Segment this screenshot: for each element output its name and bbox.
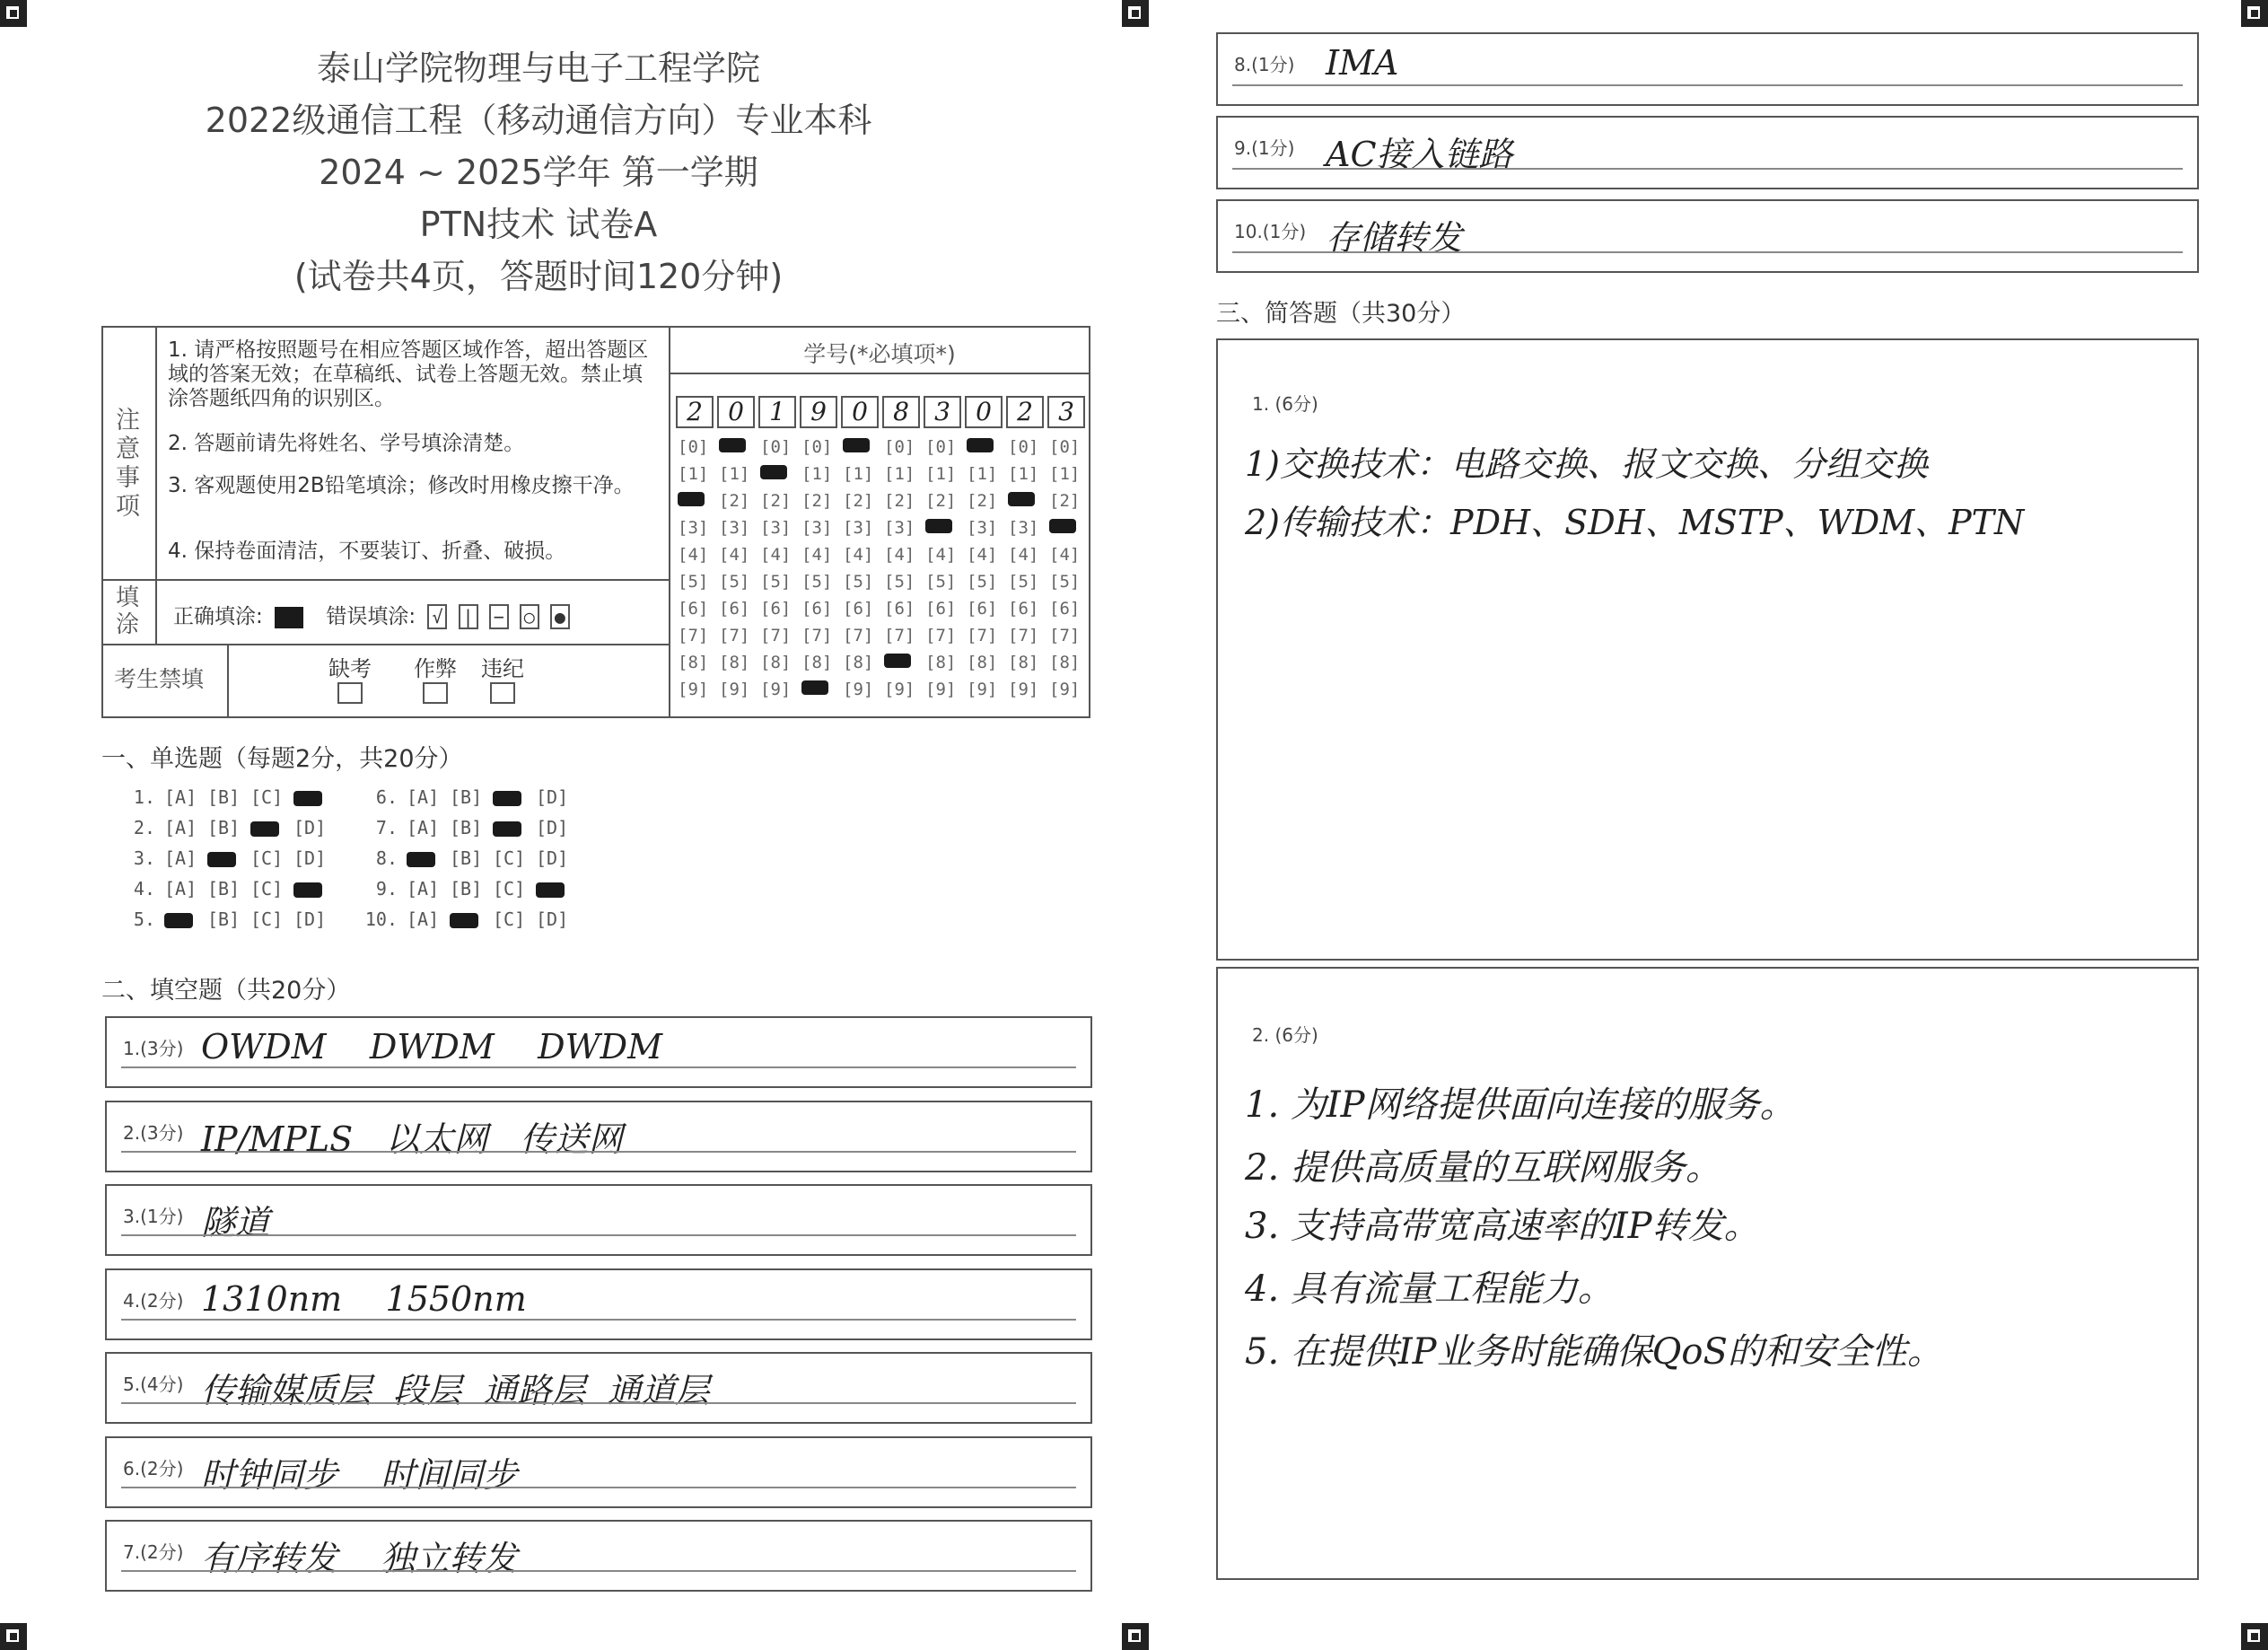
student-id-digit: 3 xyxy=(924,396,961,428)
id-bubble[interactable]: [0] xyxy=(1008,437,1039,457)
id-bubble[interactable]: [1] xyxy=(967,464,998,484)
student-id-digit: 0 xyxy=(965,396,1003,428)
fill-answer-box xyxy=(105,1016,1092,1088)
id-bubble[interactable]: [8] xyxy=(967,653,998,672)
fill-answer-box xyxy=(105,1352,1092,1424)
choice-question-number: 10. xyxy=(364,908,398,930)
notice-item-4: 4. 保持卷面清洁，不要装订、折叠、破损。 xyxy=(168,540,566,563)
choice-row xyxy=(119,878,337,900)
id-bubble[interactable]: [3] xyxy=(967,518,998,538)
id-bubble[interactable]: [3] xyxy=(801,518,833,538)
short-answer-1-label: 1. (6分) xyxy=(1252,393,1318,415)
choice-bubble-d[interactable]: [D] xyxy=(536,908,569,930)
choice-row xyxy=(362,847,579,869)
id-bubble[interactable]: [8] xyxy=(760,653,792,672)
notice-item-3: 3. 客观题使用2B铅笔填涂；修改时用橡皮擦干净。 xyxy=(168,474,635,497)
id-bubble[interactable]: [7] xyxy=(760,626,792,645)
id-bubble[interactable]: [9] xyxy=(884,680,915,699)
header-line-3: 2024 ~ 2025学年 第一学期 xyxy=(319,153,758,192)
answer-underline xyxy=(121,1402,1076,1404)
corner-mark-bottom-left xyxy=(0,1623,27,1650)
id-bubble[interactable]: [6] xyxy=(1008,599,1039,619)
id-bubble[interactable] xyxy=(801,680,828,699)
student-id-title: 学号(*必填项*) xyxy=(803,341,956,367)
choice-row xyxy=(119,908,337,930)
id-bubble[interactable]: [6] xyxy=(719,599,750,619)
id-bubble[interactable] xyxy=(967,437,994,457)
short-answer-1-line-1: 1)交换技术：电路交换、报文交换、分组交换 xyxy=(1245,444,1929,484)
id-bubble[interactable]: [0] xyxy=(760,437,792,457)
id-bubble[interactable]: [0] xyxy=(801,437,833,457)
fill-label: 填涂 xyxy=(116,584,140,638)
id-bubble[interactable]: [4] xyxy=(1008,545,1039,565)
short-answer-box-1 xyxy=(1216,338,2199,961)
id-bubble[interactable]: [5] xyxy=(843,572,874,592)
id-bubble[interactable]: [9] xyxy=(843,680,874,699)
corner-mark-top-center xyxy=(1122,0,1149,27)
choice-bubble-b[interactable]: [B] xyxy=(207,786,241,808)
fill-answer-box xyxy=(1216,116,2199,189)
choice-bubble-b[interactable]: [B] xyxy=(207,908,241,930)
id-bubble[interactable]: [6] xyxy=(801,599,833,619)
fill-question-label: 2.(3分) xyxy=(123,1121,184,1144)
id-bubble[interactable]: [1] xyxy=(678,464,709,484)
info-panel xyxy=(101,326,1090,718)
id-bubble[interactable]: [1] xyxy=(843,464,874,484)
choice-bubble-d[interactable]: [D] xyxy=(293,847,327,869)
choice-question-number: 6. xyxy=(375,786,398,808)
fill-question-label: 5.(4分) xyxy=(123,1374,184,1395)
answer-underline xyxy=(121,1151,1076,1153)
id-bubble[interactable]: [2] xyxy=(801,491,833,511)
fill-question-label: 7.(2分) xyxy=(123,1541,184,1563)
short-answer-2-line-5: 5. 在提供IP业务时能确保QoS的和安全性。 xyxy=(1245,1331,1943,1373)
id-bubble[interactable]: [3] xyxy=(884,518,915,538)
fill-answer-box xyxy=(105,1268,1092,1340)
absent-checkbox[interactable] xyxy=(337,682,363,704)
choice-bubble-d[interactable]: [D] xyxy=(536,817,569,838)
id-bubble[interactable]: [7] xyxy=(1008,626,1039,645)
choice-question-number: 9. xyxy=(375,878,398,900)
id-bubble[interactable] xyxy=(1049,518,1076,538)
choice-bubble-b[interactable]: [B] xyxy=(207,817,241,838)
id-bubble[interactable]: [5] xyxy=(884,572,915,592)
fill-answer-text: 时钟同步 时间同步 xyxy=(201,1454,518,1495)
short-answer-box-2 xyxy=(1216,967,2199,1580)
choice-bubble-c[interactable] xyxy=(250,817,293,838)
id-bubble[interactable]: [1] xyxy=(801,464,833,484)
short-answer-2-line-4: 4. 具有流量工程能力。 xyxy=(1245,1268,1614,1310)
choice-bubble-c[interactable] xyxy=(493,786,536,808)
id-bubble[interactable]: [9] xyxy=(719,680,750,699)
fill-answer-text: IP/MPLS 以太网 传送网 xyxy=(201,1119,623,1159)
choice-bubble-a[interactable]: [A] xyxy=(407,817,440,838)
choice-row xyxy=(119,786,337,808)
header-line-4: PTN技术 试卷A xyxy=(419,205,658,244)
header-line-2: 2022级通信工程（移动通信方向）专业本科 xyxy=(205,101,872,140)
id-bubble[interactable]: [8] xyxy=(1049,653,1081,672)
choice-question-number: 3. xyxy=(133,847,155,869)
choice-bubble-b[interactable]: [B] xyxy=(450,786,483,808)
choice-row xyxy=(119,847,337,869)
id-bubble[interactable]: [7] xyxy=(719,626,750,645)
choice-bubble-a[interactable]: [A] xyxy=(407,786,440,808)
choice-question-number: 4. xyxy=(133,878,155,900)
choice-row xyxy=(362,878,579,900)
choice-bubble-c[interactable]: [C] xyxy=(493,847,526,869)
choice-bubble-b[interactable]: [B] xyxy=(450,847,483,869)
id-bubble[interactable]: [7] xyxy=(925,626,957,645)
answer-underline xyxy=(121,1234,1076,1236)
choice-row xyxy=(119,817,337,838)
fill-answer-box xyxy=(105,1436,1092,1508)
choice-bubble-d[interactable]: [D] xyxy=(293,817,327,838)
id-bubble[interactable]: [4] xyxy=(884,545,915,565)
id-bubble[interactable]: [5] xyxy=(925,572,957,592)
id-bubble[interactable]: [2] xyxy=(884,491,915,511)
id-bubble[interactable]: [8] xyxy=(801,653,833,672)
fill-question-label: 1.(3分) xyxy=(123,1038,184,1059)
id-bubble[interactable]: [6] xyxy=(967,599,998,619)
choice-bubble-b[interactable] xyxy=(450,908,493,930)
corner-mark-bottom-center xyxy=(1122,1623,1149,1650)
student-id-digit: 0 xyxy=(717,396,755,428)
correct-fill-label: 正确填涂: xyxy=(173,605,263,628)
choice-bubble-c[interactable]: [C] xyxy=(493,878,526,900)
choice-bubble-d[interactable]: [D] xyxy=(536,847,569,869)
fill-answer-box xyxy=(105,1520,1092,1592)
notice-label: 注意事项 xyxy=(116,407,140,521)
fill-answer-box xyxy=(105,1184,1092,1256)
id-bubble[interactable]: [5] xyxy=(719,572,750,592)
id-bubble[interactable] xyxy=(884,653,911,672)
fill-question-label: 4.(2分) xyxy=(123,1289,184,1312)
wrong-fill-samples: √ | − ○ ● xyxy=(427,606,569,628)
fill-answer-text: IMA xyxy=(1326,43,1399,83)
answer-underline xyxy=(1232,84,2183,86)
header-line-1: 泰山学院物理与电子工程学院 xyxy=(316,48,760,88)
id-bubble[interactable]: [9] xyxy=(967,680,998,699)
id-bubble[interactable]: [0] xyxy=(884,437,915,457)
id-bubble[interactable]: [1] xyxy=(925,464,957,484)
student-id-digit: 1 xyxy=(758,396,796,428)
cheat-label: 作弊 xyxy=(414,656,457,681)
id-bubble[interactable]: [3] xyxy=(719,518,750,538)
choice-question-number: 8. xyxy=(375,847,398,869)
choice-question-number: 1. xyxy=(133,786,155,808)
choice-bubble-c[interactable]: [C] xyxy=(250,878,284,900)
id-bubble[interactable]: [4] xyxy=(967,545,998,565)
id-bubble[interactable] xyxy=(925,518,952,538)
fill-answer-box xyxy=(1216,199,2199,273)
section-1-title: 一、单选题（每题2分，共20分） xyxy=(101,745,463,773)
id-bubble[interactable]: [0] xyxy=(1049,437,1081,457)
id-bubble[interactable]: [8] xyxy=(1008,653,1039,672)
id-bubble[interactable]: [9] xyxy=(925,680,957,699)
id-bubble[interactable]: [2] xyxy=(925,491,957,511)
id-bubble[interactable]: [6] xyxy=(843,599,874,619)
id-bubble[interactable]: [5] xyxy=(967,572,998,592)
section-2-title: 二、填空题（共20分） xyxy=(101,977,351,1005)
id-bubble[interactable]: [6] xyxy=(760,599,792,619)
choice-bubble-b[interactable] xyxy=(207,847,250,869)
header-line-5: (试卷共4页，答题时间120分钟) xyxy=(293,257,784,296)
choice-row xyxy=(362,817,579,838)
corner-mark-top-left xyxy=(0,0,27,27)
id-bubble[interactable]: [9] xyxy=(678,680,709,699)
id-bubble[interactable]: [2] xyxy=(719,491,750,511)
id-bubble[interactable]: [5] xyxy=(801,572,833,592)
id-bubble[interactable]: [4] xyxy=(678,545,709,565)
id-bubble[interactable]: [9] xyxy=(1049,680,1081,699)
fill-answer-text: 隧道 xyxy=(201,1203,270,1242)
id-bubble[interactable]: [1] xyxy=(719,464,750,484)
fill-answer-text: AC接入链路 xyxy=(1326,135,1513,174)
id-bubble[interactable] xyxy=(678,491,705,511)
student-id-digit: 2 xyxy=(1006,396,1044,428)
answer-underline xyxy=(121,1487,1076,1488)
id-bubble[interactable]: [1] xyxy=(884,464,915,484)
choice-bubble-d[interactable]: [D] xyxy=(293,908,327,930)
id-bubble[interactable]: [9] xyxy=(760,680,792,699)
id-bubble[interactable]: [1] xyxy=(1008,464,1039,484)
id-bubble[interactable]: [4] xyxy=(801,545,833,565)
id-bubble[interactable]: [7] xyxy=(884,626,915,645)
answer-underline xyxy=(121,1570,1076,1572)
notice-item-1: 1. 请严格按照题号在相应答题区域作答，超出答题区域的答案无效；在草稿纸、试卷上答题无效。禁止填涂答题纸四角的识别区。 xyxy=(168,338,649,410)
fill-question-label: 8.(1分) xyxy=(1234,54,1295,75)
id-bubble[interactable]: [0] xyxy=(925,437,957,457)
fill-answer-box xyxy=(1216,32,2199,106)
id-bubble[interactable]: [4] xyxy=(925,545,957,565)
choice-bubble-d[interactable] xyxy=(536,878,579,900)
choice-row xyxy=(362,786,579,808)
choice-row xyxy=(362,908,579,930)
choice-bubble-a[interactable]: [A] xyxy=(164,817,197,838)
id-bubble[interactable]: [7] xyxy=(967,626,998,645)
id-bubble[interactable]: [0] xyxy=(678,437,709,457)
answer-underline xyxy=(1232,251,2183,253)
choice-bubble-d[interactable] xyxy=(293,878,337,900)
fill-question-label: 6.(2分) xyxy=(123,1457,184,1479)
id-bubble[interactable]: [6] xyxy=(925,599,957,619)
id-bubble[interactable]: [6] xyxy=(1049,599,1081,619)
choice-bubble-a[interactable]: [A] xyxy=(164,786,197,808)
id-bubble[interactable]: [3] xyxy=(678,518,709,538)
choice-bubble-b[interactable]: [B] xyxy=(450,878,483,900)
corner-mark-bottom-right xyxy=(2241,1623,2268,1650)
student-id-digit: 9 xyxy=(800,396,837,428)
choice-bubble-a[interactable] xyxy=(164,908,207,930)
choice-bubble-b[interactable]: [B] xyxy=(450,817,483,838)
cheat-checkbox[interactable] xyxy=(423,682,448,704)
id-bubble[interactable]: [4] xyxy=(719,545,750,565)
id-bubble[interactable]: [3] xyxy=(1008,518,1039,538)
answer-underline xyxy=(121,1066,1076,1068)
choice-question-number: 2. xyxy=(133,817,155,838)
id-bubble[interactable]: [8] xyxy=(719,653,750,672)
id-bubble[interactable]: [5] xyxy=(1049,572,1081,592)
id-bubble[interactable]: [8] xyxy=(678,653,709,672)
student-id-digit: 0 xyxy=(841,396,879,428)
student-id-digits xyxy=(676,396,1089,430)
id-bubble[interactable] xyxy=(760,464,787,484)
short-answer-2-line-2: 2. 提供高质量的互联网服务。 xyxy=(1245,1147,1721,1189)
choice-bubble-a[interactable]: [A] xyxy=(164,847,197,869)
short-answer-2-line-3: 3. 支持高带宽高速率的IP转发。 xyxy=(1245,1206,1760,1247)
short-answer-2-label: 2. (6分) xyxy=(1252,1024,1318,1046)
id-bubble[interactable]: [6] xyxy=(678,599,709,619)
fill-question-label: 10.(1分) xyxy=(1234,221,1307,242)
section-3-title: 三、简答题（共30分） xyxy=(1216,300,1466,328)
id-bubble[interactable]: [8] xyxy=(843,653,874,672)
student-id-digit: 3 xyxy=(1047,396,1085,428)
id-bubble[interactable]: [4] xyxy=(843,545,874,565)
id-bubble[interactable]: [2] xyxy=(843,491,874,511)
fill-example-row xyxy=(173,600,570,629)
fill-answer-text: OWDM DWDM DWDM xyxy=(201,1027,663,1066)
id-bubble[interactable] xyxy=(719,437,746,457)
id-bubble[interactable]: [4] xyxy=(1049,545,1081,565)
choice-bubble-c[interactable]: [C] xyxy=(493,908,526,930)
id-bubble[interactable]: [7] xyxy=(678,626,709,645)
id-bubble[interactable]: [7] xyxy=(843,626,874,645)
id-bubble[interactable]: [7] xyxy=(801,626,833,645)
absent-label: 缺考 xyxy=(328,656,372,681)
id-bubble[interactable]: [3] xyxy=(843,518,874,538)
fill-answer-text: 存储转发 xyxy=(1326,218,1463,258)
student-id-digit: 2 xyxy=(676,396,714,428)
fill-answer-text: 1310nm 1550nm xyxy=(201,1278,527,1319)
correct-fill-sample xyxy=(275,607,303,628)
id-bubble[interactable]: [6] xyxy=(884,599,915,619)
choice-bubble-d[interactable] xyxy=(293,786,337,808)
choice-bubble-a[interactable]: [A] xyxy=(407,908,440,930)
fill-question-label: 3.(1分) xyxy=(123,1206,184,1227)
id-bubble[interactable]: [8] xyxy=(925,653,957,672)
id-bubble[interactable]: [2] xyxy=(760,491,792,511)
wrong-fill-label: 错误填涂: xyxy=(326,605,416,628)
fill-question-label: 9.(1分) xyxy=(1234,137,1295,159)
id-bubble[interactable]: [5] xyxy=(760,572,792,592)
id-bubble[interactable] xyxy=(1008,491,1035,511)
corner-mark-top-right xyxy=(2241,0,2268,27)
id-bubble[interactable]: [5] xyxy=(1008,572,1039,592)
id-bubble[interactable]: [2] xyxy=(1049,491,1081,511)
choice-bubble-c[interactable]: [C] xyxy=(250,786,284,808)
choice-bubble-c[interactable]: [C] xyxy=(250,908,284,930)
id-bubble[interactable]: [7] xyxy=(1049,626,1081,645)
choice-bubble-c[interactable]: [C] xyxy=(250,847,284,869)
choice-bubble-a[interactable]: [A] xyxy=(164,878,197,900)
fill-answer-text: 有序转发 独立转发 xyxy=(201,1539,518,1578)
choice-question-number: 7. xyxy=(375,817,398,838)
choice-bubble-a[interactable]: [A] xyxy=(407,878,440,900)
fill-answer-box xyxy=(105,1101,1092,1172)
answer-underline xyxy=(1232,168,2183,170)
forbid-label: 考生禁填 xyxy=(114,666,205,692)
choice-bubble-d[interactable]: [D] xyxy=(536,786,569,808)
short-answer-1-line-2: 2)传输技术：PDH、SDH、MSTP、WDM、PTN xyxy=(1245,503,2025,542)
id-bubble[interactable]: [5] xyxy=(678,572,709,592)
choice-question-number: 5. xyxy=(133,908,155,930)
choice-bubble-a[interactable] xyxy=(407,847,450,869)
id-bubble[interactable]: [1] xyxy=(1049,464,1081,484)
id-bubble[interactable] xyxy=(843,437,870,457)
student-id-bubble-grid xyxy=(676,437,1089,707)
choice-bubble-c[interactable] xyxy=(493,817,536,838)
notice-item-2: 2. 答题前请先将姓名、学号填涂清楚。 xyxy=(168,432,525,455)
id-bubble[interactable]: [3] xyxy=(760,518,792,538)
violate-label: 违纪 xyxy=(481,656,524,681)
id-bubble[interactable]: [4] xyxy=(760,545,792,565)
id-bubble[interactable]: [9] xyxy=(1008,680,1039,699)
answer-underline xyxy=(121,1319,1076,1321)
choice-bubble-b[interactable]: [B] xyxy=(207,878,241,900)
short-answer-2-line-1: 1. 为IP网络提供面向连接的服务。 xyxy=(1245,1084,1796,1126)
fill-answer-text: 传输媒质层 段层 通路层 通道层 xyxy=(201,1371,710,1410)
id-bubble[interactable]: [2] xyxy=(967,491,998,511)
student-id-digit: 8 xyxy=(882,396,920,428)
violate-checkbox[interactable] xyxy=(490,682,515,704)
